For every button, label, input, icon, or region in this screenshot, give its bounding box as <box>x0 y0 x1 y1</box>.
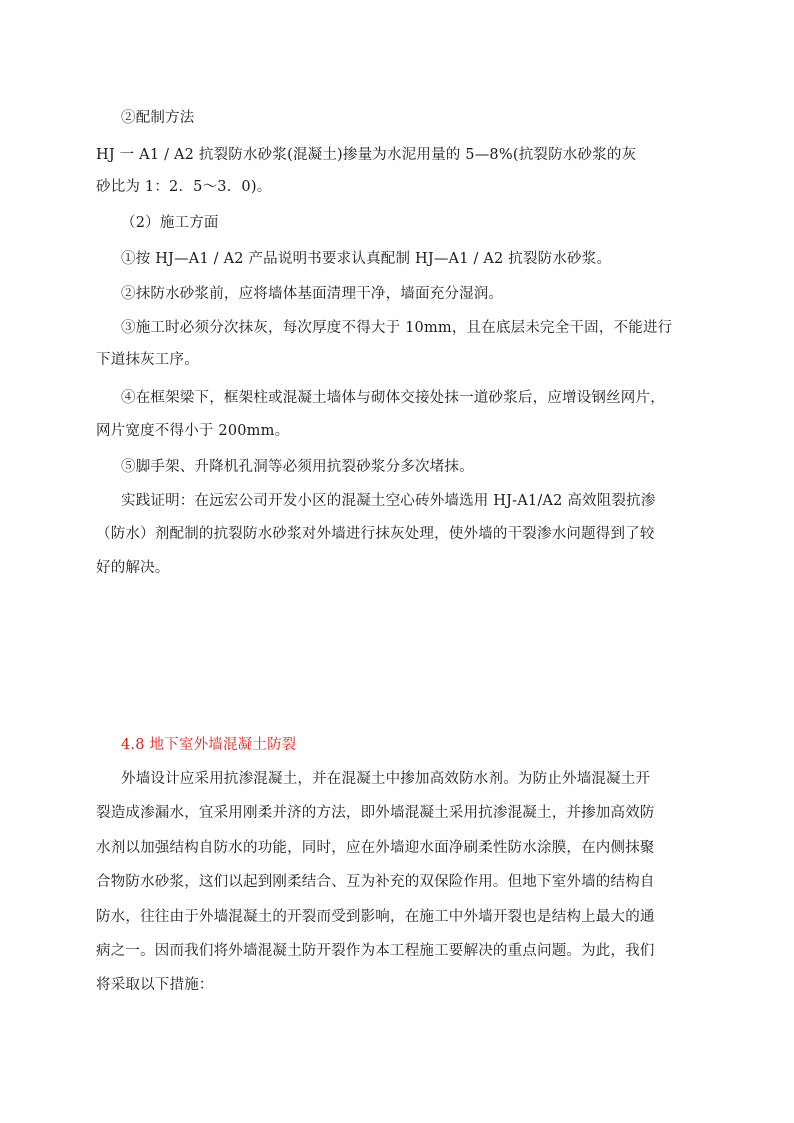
item-2: ②抹防水砂浆前，应将墙体基面清理干净，墙面充分湿润。 <box>121 286 504 302</box>
item-4-line-2: 网片宽度不得小于 200mm。 <box>96 423 290 439</box>
proof-line-3: 好的解决。 <box>96 560 170 576</box>
item-5: ⑤脚手架、升降机孔洞等必须用抗裂砂浆分多次堵抹。 <box>121 459 474 475</box>
method-line-2: 砂比为 1：2．5～3．0)。 <box>96 179 272 195</box>
proof-line-1: 实践证明：在远宏公司开发小区的混凝土空心砖外墙选用 HJ-A1/A2 高效阻裂抗渗 <box>121 493 656 509</box>
method-heading: ②配制方法 <box>121 110 195 126</box>
item-1: ①按 HJ—A1 / A2 产品说明书要求认真配制 HJ—A1 / A2 抗裂防水砂浆。 <box>121 251 612 267</box>
section-title: 4.8 地下室外墙混凝土防裂 <box>121 737 297 753</box>
item-3-line-1: ③施工时必须分次抹灰，每次厚度不得大于 10mm，且在底层未完全干固，不能进行 <box>121 320 673 336</box>
construction-heading: （2）施工方面 <box>121 215 219 231</box>
paragraph-line-1: 外墙设计应采用抗渗混凝土，并在混凝土中掺加高效防水剂。为防止外墙混凝土开 <box>121 771 651 787</box>
item-4-line-1: ④在框架梁下，框架柱或混凝土墙体与砌体交接处抹一道砂浆后，应增设钢丝网片， <box>121 390 665 406</box>
paragraph-line-3: 水剂以加强结构自防水的功能，同时，应在外墙迎水面净刷柔性防水涂膜，在内侧抹聚 <box>96 840 655 856</box>
paragraph-line-6: 病之一。因而我们将外墙混凝土防开裂作为本工程施工要解决的重点问题。为此，我们 <box>96 943 655 959</box>
paragraph-line-2: 裂造成渗漏水，宜采用刚柔并济的方法，即外墙混凝土采用抗渗混凝土，并掺加高效防 <box>96 805 655 821</box>
paragraph-line-7: 将采取以下措施： <box>96 977 214 993</box>
item-3-line-2: 下道抹灰工序。 <box>96 352 199 368</box>
paragraph-line-4: 合物防水砂浆，这们以起到刚柔结合、互为补充的双保险作用。但地下室外墙的结构自 <box>96 874 655 890</box>
proof-line-2: （防水）剂配制的抗裂防水砂浆对外墙进行抹灰处理，使外墙的干裂渗水问题得到了较 <box>96 526 655 542</box>
paragraph-line-5: 防水，往往由于外墙混凝土的开裂而受到影响，在施工中外墙开裂也是结构上最大的通 <box>96 909 655 925</box>
method-line-1: HJ 一 A1 / A2 抗裂防水砂浆(混凝土)掺量为水泥用量的 5—8%(抗裂防水砂浆的灰 <box>96 147 637 163</box>
